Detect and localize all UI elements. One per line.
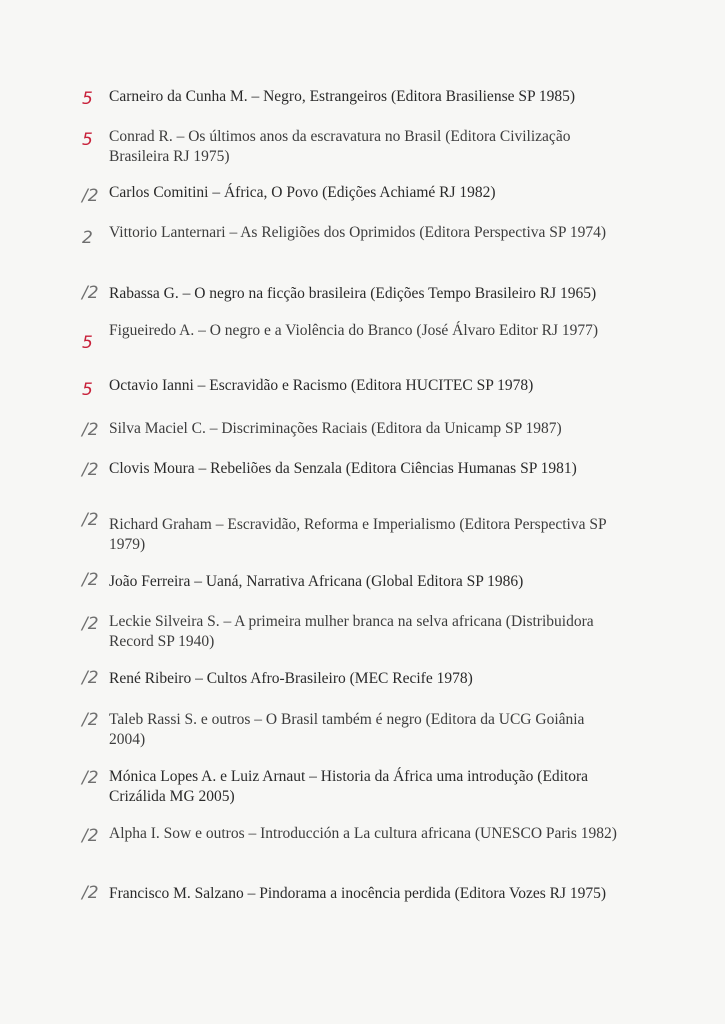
annotation-mark: 5 xyxy=(82,130,93,150)
bibliography-entry: Silva Maciel C. – Discriminações Raciais (Editora da Unicamp SP 1987) xyxy=(109,420,562,437)
annotation-mark: /2 xyxy=(82,460,99,480)
annotation-mark: /2 xyxy=(82,668,99,688)
bibliography-entry: Taleb Rassi S. e outros – O Brasil também é negro (Editora da UCG Goiânia 2004) xyxy=(109,711,585,748)
bibliography-entry: René Ribeiro – Cultos Afro-Brasileiro (MEC Recife 1978) xyxy=(109,670,473,687)
annotation-mark: /2 xyxy=(82,710,99,730)
bibliography-entry: Leckie Silveira S. – A primeira mulher branca na selva africana (Distribuidora Record SP 1940) xyxy=(109,613,594,650)
bibliography-entry: Carlos Comitini – África, O Povo (Edições Achiamé RJ 1982) xyxy=(109,184,496,201)
bibliography-entry: Richard Graham – Escravidão, Reforma e Imperialismo (Editora Perspectiva SP 1979) xyxy=(109,516,606,553)
annotation-mark: /2 xyxy=(82,570,99,590)
annotation-mark: 5 xyxy=(82,380,93,400)
annotation-mark: 5 xyxy=(82,89,93,109)
annotation-mark: /2 xyxy=(82,420,99,440)
annotation-mark: /2 xyxy=(82,186,99,206)
annotation-mark: /2 xyxy=(82,826,99,846)
bibliography-entry: Conrad R. – Os últimos anos da escravatura no Brasil (Editora Civilização Brasileira RJ 1975) xyxy=(109,128,571,165)
annotation-mark: /2 xyxy=(82,883,99,903)
bibliography-entry: Carneiro da Cunha M. – Negro, Estrangeiros (Editora Brasiliense SP 1985) xyxy=(109,88,576,105)
annotation-mark: /2 xyxy=(82,768,99,788)
bibliography-entry: Mónica Lopes A. e Luiz Arnaut – Historia da África uma introdução (Editora Crizálida MG 2005) xyxy=(109,768,589,805)
annotation-mark: /2 xyxy=(82,283,99,303)
bibliography-entry: Octavio Ianni – Escravidão e Racismo (Editora HUCITEC SP 1978) xyxy=(109,377,534,394)
bibliography-entry: Rabassa G. – O negro na ficção brasileira (Edições Tempo Brasileiro RJ 1965) xyxy=(109,285,597,302)
bibliography-entry: Francisco M. Salzano – Pindorama a inocência perdida (Editora Vozes RJ 1975) xyxy=(109,885,607,902)
annotation-mark: /2 xyxy=(82,614,99,634)
bibliography-entry: Figueiredo A. – O negro e a Violência do Branco (José Álvaro Editor RJ 1977) xyxy=(109,322,599,339)
bibliography-entry: João Ferreira – Uaná, Narrativa Africana (Global Editora SP 1986) xyxy=(109,573,524,590)
annotation-mark: /2 xyxy=(82,510,99,530)
annotation-mark: 5 xyxy=(82,333,93,353)
bibliography-entry: Clovis Moura – Rebeliões da Senzala (Editora Ciências Humanas SP 1981) xyxy=(109,460,577,477)
annotation-mark: 2 xyxy=(82,228,93,248)
bibliography-entry: Vittorio Lanternari – As Religiões dos Oprimidos (Editora Perspectiva SP 1974) xyxy=(109,224,607,241)
bibliography-entry: Alpha I. Sow e outros – Introducción a La cultura africana (UNESCO Paris 1982) xyxy=(109,825,617,842)
